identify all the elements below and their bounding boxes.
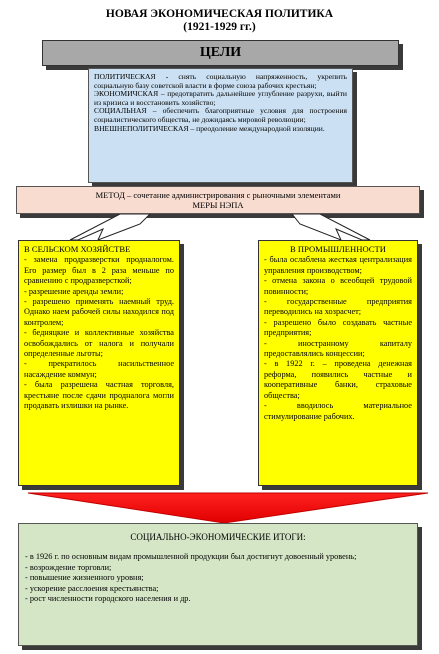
goal-social: СОЦИАЛЬНАЯ – обеспечить благоприятные условия для построения социалистического общества, не дожидаясь мировой революции;: [94, 106, 347, 124]
goal-economic: ЭКОНОМИЧСКАЯ – предотвратить дальнейшее углубление разрухи, выйти из кризиса и восстановить хозяйство;: [94, 89, 347, 107]
left-branch-arrow: [70, 214, 150, 240]
industry-heading: В ПРОМЫШЛЕННОСТИ: [290, 244, 386, 254]
agriculture-item: - прекратилось насильственное насаждение коммун;: [24, 359, 174, 379]
right-branch-arrow: [292, 214, 370, 240]
industry-item: - в 1922 г. – проведена денежная реформа, появились частные и кооперативные банки, страховые общества;: [264, 359, 412, 400]
agriculture-heading: В СЕЛЬСКОМ ХОЗЯЙСТВЕ: [24, 244, 131, 254]
goal-political: ПОЛИТИЧЕСКАЯ - снять социальную напряженность, укрепить социальную базу советской власти в форме союза рабочих крестьян;: [94, 72, 347, 90]
method-text: МЕТОД – сочетание администрирования с рыночными элементами: [95, 190, 341, 200]
page-subtitle: (1921-1929 гг.): [183, 21, 256, 33]
result-item: - ускорение расслоения крестьянства;: [25, 583, 159, 593]
goals-box: [88, 68, 353, 183]
industry-item: - была ослаблена жесткая централизация управления производством;: [264, 255, 412, 275]
goals-heading: ЦЕЛИ: [42, 40, 399, 66]
page-title: НОВАЯ ЭКОНОМИЧЕСКАЯ ПОЛИТИКА: [105, 8, 334, 20]
results-box: [18, 523, 418, 646]
industry-item: - отмена закона о всеобщей трудовой повинности;: [264, 276, 412, 296]
result-item: - повышение жизненного уровня;: [25, 573, 144, 583]
industry-item: - вводилось материальное стимулирование рабочих.: [264, 401, 412, 421]
agriculture-item: - бедняцкие и коллективные хозяйства освобождались от налога и получали определенные льготы;: [24, 328, 174, 359]
method-box: [16, 186, 420, 214]
result-item: - в 1926 г. по основным видам промышленной продукции был достигнут довоенный уровень;: [25, 552, 357, 562]
agriculture-item: - разрешено применять наемный труд. Однако наем рабочей силы находился под контролем;: [24, 297, 174, 327]
agriculture-item: - разрешение аренды земли;: [24, 286, 124, 296]
results-heading: СОЦИАЛЬНО-ЭКОНОМИЧЕСКИЕ ИТОГИ:: [130, 532, 306, 542]
measures-heading: МЕРЫ НЭПА: [192, 200, 244, 210]
agriculture-item: - замена продразверстки продналогом. Его размер был в 2 раза меньше по сравнению с продразверсткой;: [24, 255, 174, 286]
results-arrow: [0, 491, 439, 525]
agriculture-box: [18, 240, 180, 486]
industry-item: - разрешено было создавать частные предприятия;: [264, 317, 412, 338]
agriculture-item: - была разрешена частная торговля, крестьяне после сдачи продналога могли продавать излишки на рынке.: [24, 380, 174, 411]
down-arrow: [28, 493, 428, 523]
industry-item: - государственные предприятия переводились на хозрасчет;: [264, 297, 412, 317]
result-item: - возрождение торговли;: [25, 562, 112, 572]
result-item: - рост численности городского населения и др.: [25, 594, 191, 604]
goal-foreign-policy: ВНЕШНЕПОЛИТИЧЕСКАЯ – преодоление международной изоляции.: [94, 123, 325, 133]
industry-box: [258, 240, 418, 486]
industry-item: - иностранному капиталу предоставлялись концессии;: [264, 338, 412, 359]
